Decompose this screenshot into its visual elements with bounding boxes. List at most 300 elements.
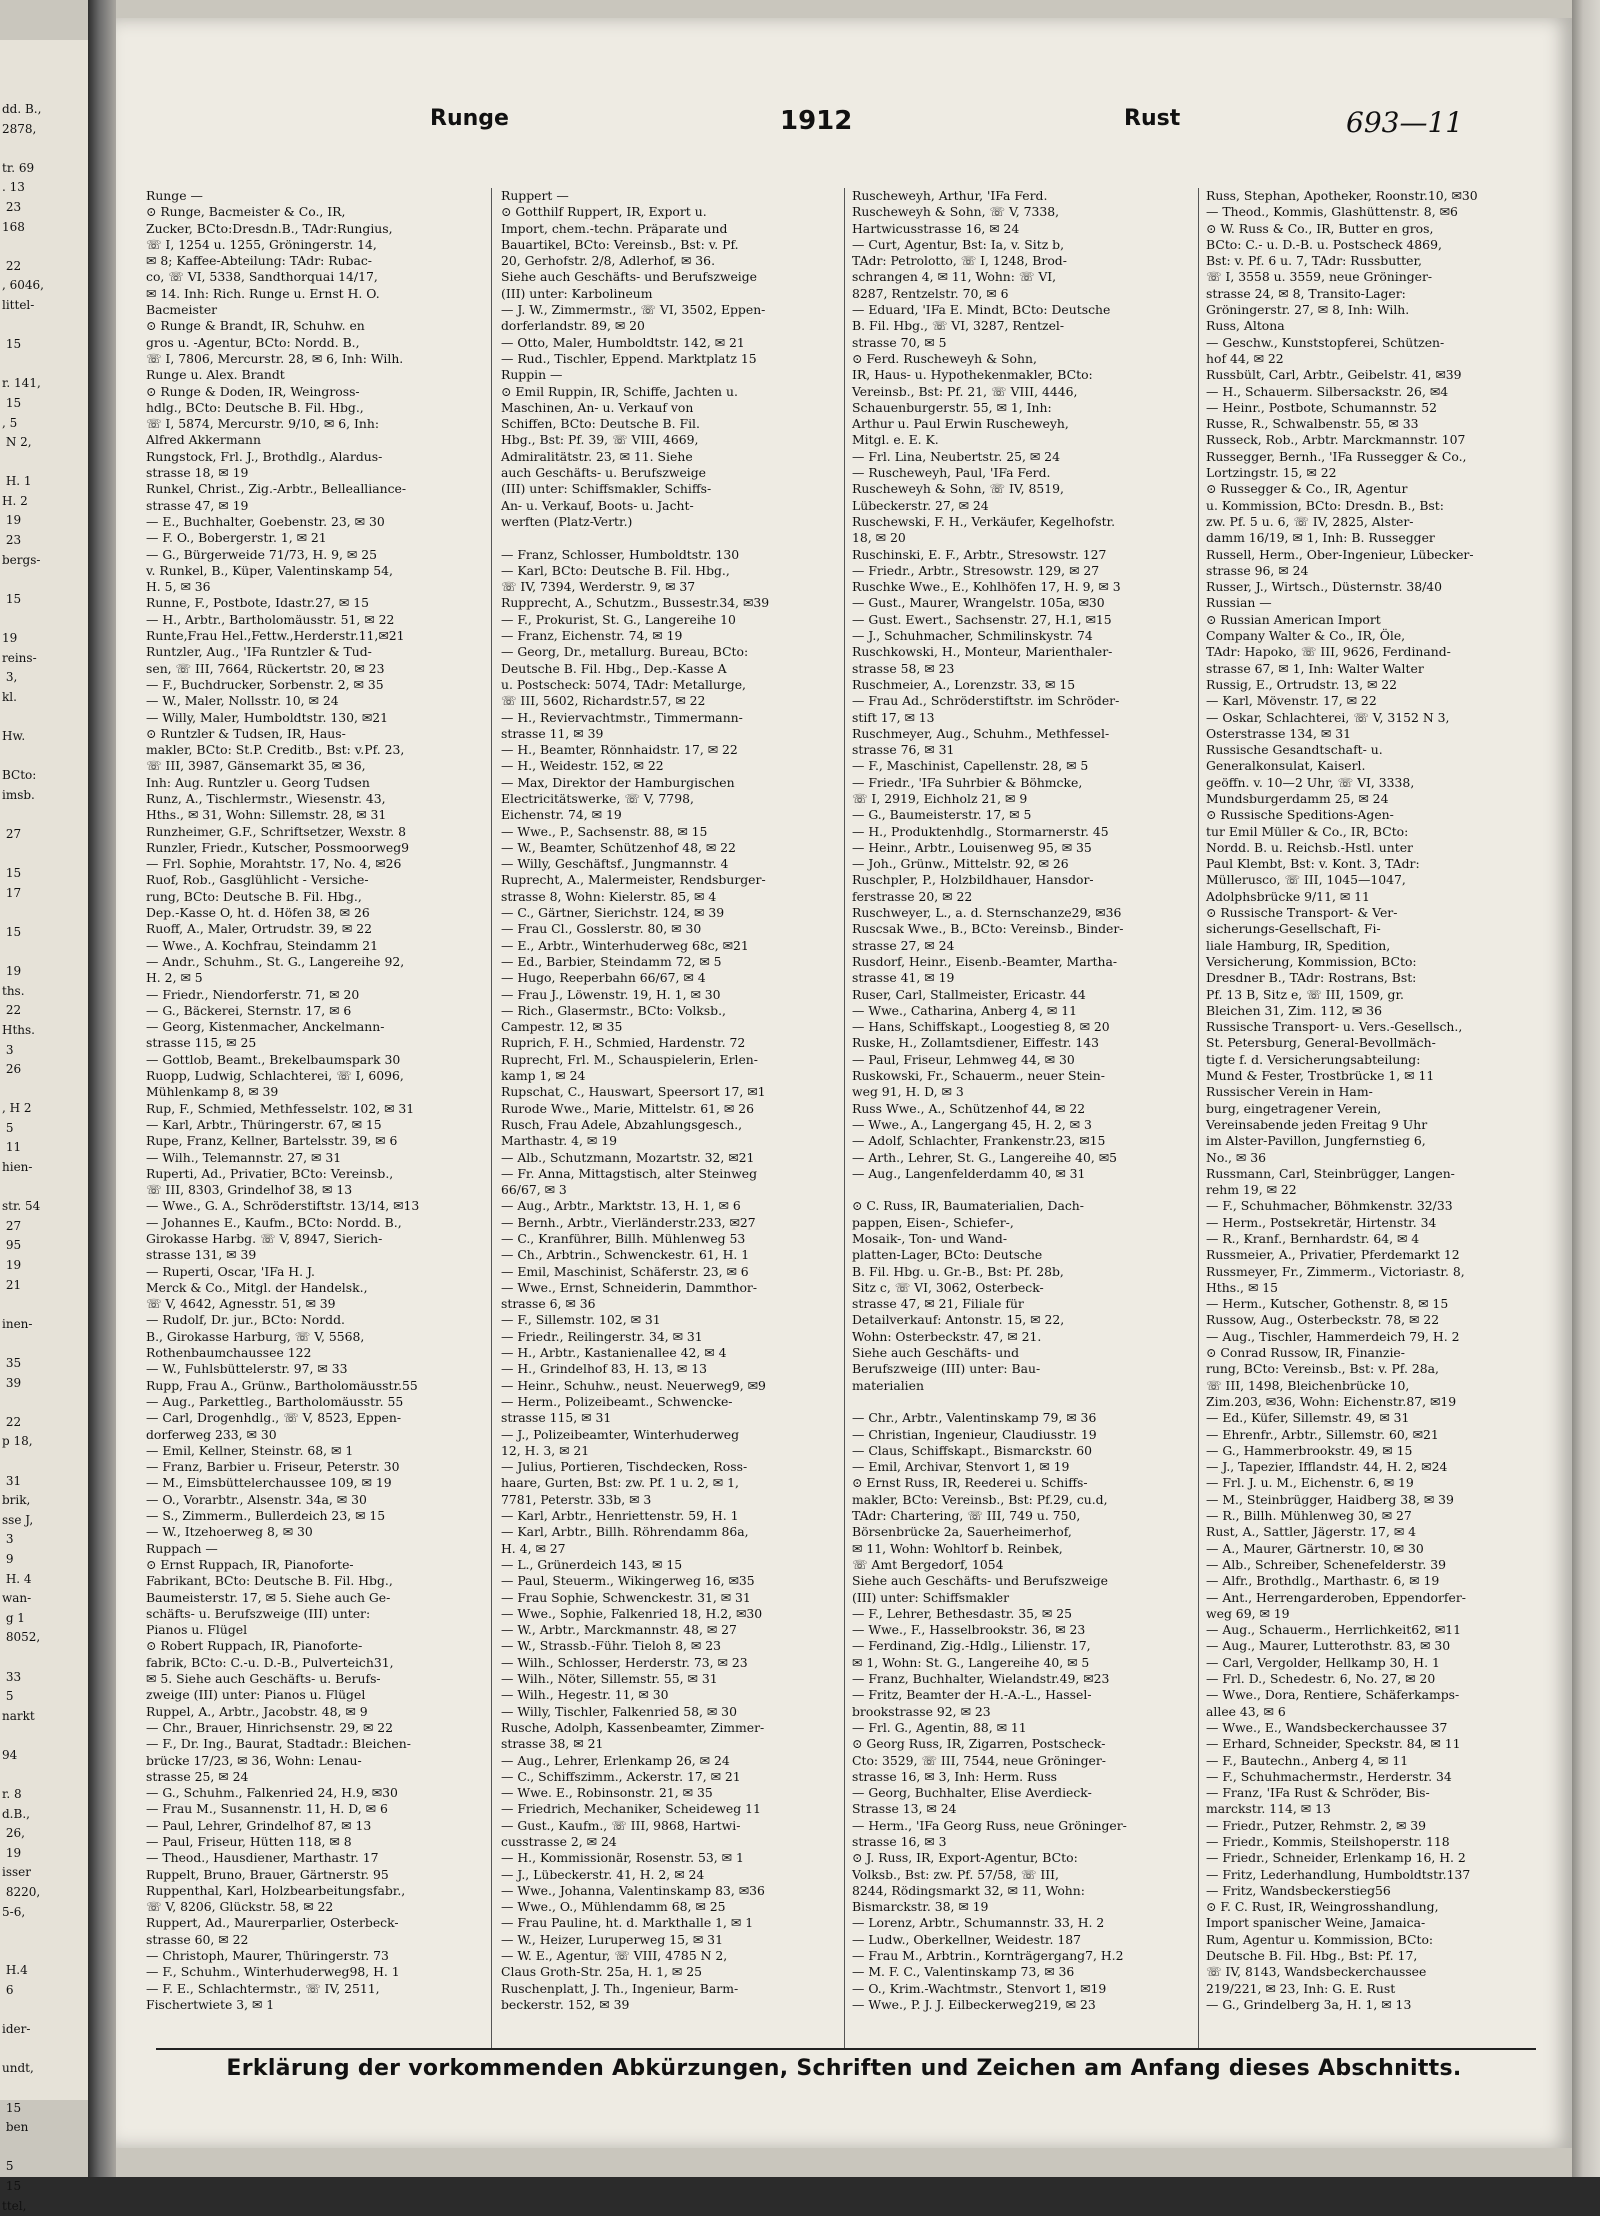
directory-entry-line: Rusch, Frau Adele, Abzahlungsgesch., [501, 1116, 743, 1132]
directory-entry-line: — Aug., Tischler, Hammerdeich 79, H. 2 [1206, 1328, 1460, 1344]
directory-entry-line: Ruppenthal, Karl, Holzbearbeitungsfabr., [146, 1882, 406, 1898]
directory-entry-line: — Wilh., Hegestr. 11, ✉ 30 [501, 1687, 669, 1703]
directory-entry-line: strasse 16, ✉ 3, Inh: Herm. Russ [852, 1768, 1058, 1784]
directory-entry-line: — H., Beamter, Rönnhaidstr. 17, ✉ 22 [501, 742, 738, 758]
directory-entry-line: — Friedr., Putzer, Rehmstr. 2, ✉ 39 [1206, 1817, 1427, 1833]
directory-entry-line: dorferlandstr. 89, ✉ 20 [501, 318, 645, 334]
directory-entry-line: — Wwe., Johanna, Valentinskamp 83, ✉36 [501, 1882, 765, 1898]
directory-entry-line: — F., Schuhmacher, Böhmkenstr. 32/33 [1206, 1198, 1453, 1214]
directory-entry-line: Ruske, H., Zollamtsdiener, Eiffestr. 143 [852, 1035, 1100, 1051]
directory-entry-line: burg, eingetragener Verein, [1206, 1100, 1382, 1116]
directory-entry-line: — W. E., Agentur, ☏ VIII, 4785 N 2, [501, 1948, 728, 1964]
directory-entry-line: ⊙ C. Russ, IR, Baumaterialien, Dach- [852, 1198, 1084, 1214]
directory-entry-line: rung, BCto: Vereinsb., Bst: v. Pf. 28a, [1206, 1361, 1439, 1377]
directory-entry-line: — A., Maurer, Gärtnerstr. 10, ✉ 30 [1206, 1540, 1424, 1556]
directory-entry-line: schrangen 4, ✉ 11, Wohn: ☏ VI, [852, 269, 1057, 285]
directory-entry-line: Ruppert — [501, 188, 569, 203]
directory-entry-line: ✉ 14. Inh: Rich. Runge u. Ernst H. O. [146, 285, 380, 301]
directory-entry-line: — Friedr., Arbtr., Stresowstr. 129, ✉ 27 [852, 562, 1100, 578]
directory-entry-line: liale Hamburg, IR, Spedition, [1206, 937, 1391, 953]
directory-entry-line: Pf. 13 B, Sitz e, ☏ III, 1509, gr. [1206, 986, 1404, 1002]
directory-entry-line: Rusdorf, Heinr., Eisenb.-Beamter, Martha- [852, 953, 1118, 969]
directory-entry-line: dorferweg 233, ✉ 30 [146, 1426, 277, 1442]
directory-entry-line: strasse 6, ✉ 36 [501, 1296, 596, 1312]
directory-entry-line: — Friedr., Kommis, Steilshoperstr. 118 [1206, 1833, 1450, 1849]
directory-entry-line: — Franz, Buchhalter, Wielandstr.49, ✉23 [852, 1671, 1110, 1687]
directory-entry-line: — Curt, Agentur, Bst: Ia, v. Sitz b, [852, 236, 1065, 252]
directory-entry-line: — Frau Ad., Schröderstiftstr. im Schröder- [852, 693, 1120, 709]
directory-entry-line: strasse 38, ✉ 21 [501, 1736, 604, 1752]
directory-entry-line: strasse 47, ✉ 19 [146, 497, 249, 513]
directory-entry-line: strasse 67, ✉ 1, Inh: Walter Walter [1206, 660, 1424, 676]
directory-entry-line: — Karl, BCto: Deutsche B. Fil. Hbg., [501, 562, 730, 578]
directory-entry-line: tur Emil Müller & Co., IR, BCto: [1206, 823, 1409, 839]
directory-entry-line: Rothenbaumchaussee 122 [146, 1345, 312, 1361]
directory-entry-line [852, 1182, 1187, 1198]
column-3 [852, 188, 1187, 2053]
directory-entry-line: An- u. Verkauf, Boots- u. Jacht- [501, 497, 694, 513]
directory-entry-line: Ruser, Carl, Stallmeister, Ericastr. 44 [852, 986, 1086, 1002]
directory-entry-line: Merck & Co., Mitgl. der Handelsk., [146, 1279, 368, 1295]
directory-entry-line: Ruschpler, P., Holzbildhauer, Hansdor- [852, 872, 1094, 888]
directory-entry-line: Rurode Wwe., Marie, Mittelstr. 61, ✉ 26 [501, 1100, 754, 1116]
directory-entry-line: — Wwe., Dora, Rentiere, Schäferkamps- [1206, 1687, 1460, 1703]
directory-entry-line: brücke 17/23, ✉ 36, Wohn: Lenau- [146, 1752, 362, 1768]
directory-entry-line: — Paul, Friseur, Hütten 118, ✉ 8 [146, 1833, 352, 1849]
directory-entry-line: — Wwe., A. Kochfrau, Steindamm 21 [146, 937, 378, 953]
directory-entry-line: — Frl. Sophie, Morahtstr. 17, No. 4, ✉26 [146, 856, 402, 872]
directory-entry-line: Rupschat, C., Hauswart, Speersort 17, ✉1 [501, 1084, 766, 1100]
directory-entry-line: geöffn. v. 10—2 Uhr, ☏ VI, 3338, [1206, 774, 1415, 790]
directory-entry-line: — F., Prokurist, St. G., Langereihe 10 [501, 611, 736, 627]
column-1 [146, 188, 481, 2053]
directory-entry-line: — Max, Direktor der Hamburgischen [501, 774, 735, 790]
directory-entry-line: TAdr: Hapoko, ☏ III, 9626, Ferdinand- [1206, 644, 1451, 660]
directory-entry-line: ⊙ Georg Russ, IR, Zigarren, Postscheck- [852, 1736, 1106, 1752]
directory-entry-line: Inh: Aug. Runtzler u. Georg Tudsen [146, 774, 370, 790]
directory-entry-line: — H., Reviervachtmstr., Timmermann- [501, 709, 743, 725]
directory-entry-line: IR, Haus- u. Hypothekenmakler, BCto: [852, 367, 1093, 383]
directory-entry-line: — Frl. Lina, Neubertstr. 25, ✉ 24 [852, 448, 1060, 464]
directory-entry-line: Zim.203, ✉36, Wohn: Eichenstr.87, ✉19 [1206, 1393, 1457, 1409]
directory-entry-line: — Wilh., Telemannstr. 27, ✉ 31 [146, 1149, 342, 1165]
directory-entry-line: ☏ IV, 8143, Wandsbeckerchaussee [1206, 1964, 1427, 1980]
directory-entry-line: Rupe, Franz, Kellner, Bartelsstr. 39, ✉ 6 [146, 1133, 398, 1149]
directory-entry-line: weg 69, ✉ 19 [1206, 1605, 1290, 1621]
directory-entry-line: — Aug., Parkettleg., Bartholomäusstr. 55 [146, 1393, 404, 1409]
directory-entry-line: — S., Zimmerm., Bullerdeich 23, ✉ 15 [146, 1508, 386, 1524]
directory-entry-line: — Friedr., 'IFa Suhrbier & Böhmcke, [852, 774, 1083, 790]
directory-entry-line: — Wwe., P., Sachsenstr. 88, ✉ 15 [501, 823, 708, 839]
directory-entry-line: — O., Vorarbtr., Alsenstr. 34a, ✉ 30 [146, 1491, 367, 1507]
directory-entry-line: ✉ 1, Wohn: St. G., Langereihe 40, ✉ 5 [852, 1654, 1090, 1670]
directory-entry-line: — Emil, Archivar, Stenvort 1, ✉ 19 [852, 1459, 1070, 1475]
directory-entry-line: — Gust., Kaufm., ☏ III, 9868, Hartwi- [501, 1817, 741, 1833]
directory-entry-line: Marthastr. 4, ✉ 19 [501, 1133, 617, 1149]
directory-entry-line: TAdr: Chartering, ☏ III, 749 u. 750, [852, 1508, 1081, 1524]
directory-entry-line: Ruoff, A., Maler, Ortrudstr. 39, ✉ 22 [146, 921, 372, 937]
directory-entry-line: 66/67, ✉ 3 [501, 1182, 567, 1198]
directory-entry-line: — Wwe., Sophie, Falkenried 18, H.2, ✉30 [501, 1605, 763, 1621]
directory-entry-line: — Ludw., Oberkellner, Weidestr. 187 [852, 1931, 1081, 1947]
directory-entry-line: Mühlenkamp 8, ✉ 39 [146, 1084, 279, 1100]
directory-entry-line: — Aug., Lehrer, Erlenkamp 26, ✉ 24 [501, 1752, 730, 1768]
directory-entry-line: No., ✉ 36 [1206, 1149, 1266, 1165]
directory-entry-line: werften (Platz-Vertr.) [501, 513, 633, 529]
directory-entry-line: — Gottlob, Beamt., Brekelbaumspark 30 [146, 1051, 401, 1067]
directory-entry-line: ☏ I, 1254 u. 1255, Gröningerstr. 14, [146, 236, 377, 252]
directory-entry-line: Cto: 3529, ☏ III, 7544, neue Gröninger- [852, 1752, 1106, 1768]
directory-entry-line: — W., Strassb.-Führ. Tieloh 8, ✉ 23 [501, 1638, 722, 1654]
directory-entry-line: Rupprecht, A., Schutzm., Bussestr.34, ✉39 [501, 595, 770, 611]
page-stack-edge [1572, 0, 1600, 2177]
directory-entry-line: — Aug., Arbtr., Marktstr. 13, H. 1, ✉ 6 [501, 1198, 741, 1214]
directory-entry-line: 20, Gerhofstr. 2/8, Adlerhof, ✉ 36. [501, 253, 716, 269]
directory-entry-line: strasse 24, ✉ 8, Transito-Lager: [1206, 285, 1406, 301]
directory-entry-line: beckerstr. 152, ✉ 39 [501, 1996, 630, 2012]
directory-entry-line: Detailverkauf: Antonstr. 15, ✉ 22, [852, 1312, 1065, 1328]
directory-entry-line: — G., Schuhm., Falkenried 24, H.9, ✉30 [146, 1785, 398, 1801]
directory-entry-line: — Georg, Kistenmacher, Anckelmann- [146, 1019, 385, 1035]
directory-entry-line: ✉ 11, Wohn: Wohltorf b. Reinbek, [852, 1540, 1063, 1556]
directory-entry-line: Russische Gesandtschaft- u. [1206, 742, 1383, 758]
directory-entry-line: — Fritz, Lederhandlung, Humboldtstr.137 [1206, 1866, 1471, 1882]
directory-entry-line: — Herm., Polizeibeamt., Schwencke- [501, 1393, 733, 1409]
directory-entry-line: 8287, Rentzelstr. 70, ✉ 6 [852, 285, 1009, 301]
directory-entry-line: — Friedr., Reilingerstr. 34, ✉ 31 [501, 1328, 703, 1344]
directory-entry-line: Russ, Altona [1206, 318, 1285, 334]
directory-entry-line: ⊙ Runge, Bacmeister & Co., IR, [146, 204, 346, 220]
directory-entry-line: Ruscheweyh & Sohn, ☏ V, 7338, [852, 204, 1060, 220]
directory-entry-line: Fabrikant, BCto: Deutsche B. Fil. Hbg., [146, 1573, 393, 1589]
directory-entry-line: Mund & Fester, Trostbrücke 1, ✉ 11 [1206, 1068, 1435, 1084]
directory-entry-line: B., Girokasse Harburg, ☏ V, 5568, [146, 1328, 365, 1344]
directory-entry-line: Fischertwiete 3, ✉ 1 [146, 1996, 275, 2012]
directory-entry-line: Siehe auch Geschäfts- und Berufszweige [852, 1573, 1109, 1589]
directory-entry-line: — Chr., Arbtr., Valentinskamp 79, ✉ 36 [852, 1410, 1097, 1426]
footer-rule [156, 2048, 1536, 2050]
directory-entry-line: — Willy, Geschäftsf., Jungmannstr. 4 [501, 856, 729, 872]
directory-entry-line: ⊙ Conrad Russow, IR, Finanzie- [1206, 1345, 1405, 1361]
directory-entry-line: Strasse 13, ✉ 24 [852, 1801, 957, 1817]
directory-entry-line: — Joh., Grünw., Mittelstr. 92, ✉ 26 [852, 856, 1069, 872]
directory-entry-line: — Fr. Anna, Mittagstisch, alter Steinweg [501, 1165, 758, 1181]
directory-entry-line: Schauenburgerstr. 55, ✉ 1, Inh: [852, 399, 1052, 415]
directory-entry-line: — Frau Pauline, ht. d. Markthalle 1, ✉ 1 [501, 1915, 754, 1931]
directory-entry-line: — Rud., Tischler, Eppend. Marktplatz 15 [501, 350, 757, 366]
directory-entry-line: Ruperti, Ad., Privatier, BCto: Vereinsb., [146, 1165, 394, 1181]
directory-entry-line: ☏ Amt Bergedorf, 1054 [852, 1556, 1004, 1572]
directory-entry-line: — H., Grindelhof 83, H. 13, ✉ 13 [501, 1361, 707, 1377]
directory-entry-line: gros u. -Agentur, BCto: Nordd. B., [146, 334, 360, 350]
directory-entry-line: — Heinr., Postbote, Schumannstr. 52 [1206, 399, 1438, 415]
directory-entry-line: Electricitätswerke, ☏ V, 7798, [501, 790, 694, 806]
directory-entry-line: hdlg., BCto: Deutsche B. Fil. Hbg., [146, 399, 364, 415]
directory-entry-line: — Friedr., Schneider, Erlenkamp 16, H. 2 [1206, 1850, 1466, 1866]
directory-entry-line: strasse 76, ✉ 31 [852, 742, 955, 758]
directory-entry-line: — J. W., Zimmermstr., ☏ VI, 3502, Eppen- [501, 302, 766, 318]
directory-entry-line: strasse 96, ✉ 24 [1206, 562, 1309, 578]
directory-entry-line: Russer, J., Wirtsch., Düsternstr. 38/40 [1206, 579, 1443, 595]
directory-entry-line: zw. Pf. 5 u. 6, ☏ IV, 2825, Alster- [1206, 513, 1414, 529]
directory-entry-line: — J., Polizeibeamter, Winterhuderweg [501, 1426, 740, 1442]
directory-entry-line: — F., Maschinist, Capellenstr. 28, ✉ 5 [852, 758, 1089, 774]
directory-entry-line: — Fritz, Beamter der H.-A.-L., Hassel- [852, 1687, 1092, 1703]
directory-entry-line: — Herm., Kutscher, Gothenstr. 8, ✉ 15 [1206, 1296, 1449, 1312]
directory-entry-line: Runge — [146, 188, 203, 203]
directory-entry-line: strasse 115, ✉ 31 [501, 1410, 612, 1426]
page-header [116, 106, 1572, 146]
directory-entry-line: — C., Gärtner, Sierichstr. 124, ✉ 39 [501, 905, 725, 921]
directory-entry-line: ☏ III, 1498, Bleichenbrücke 10, [1206, 1377, 1410, 1393]
directory-entry-line: — Friedr., Niendorferstr. 71, ✉ 20 [146, 986, 360, 1002]
directory-entry-line: Ruopp, Ludwig, Schlachterei, ☏ I, 6096, [146, 1068, 404, 1084]
directory-entry-line: — Gust. Ewert., Sachsenstr. 27, H.1, ✉15 [852, 611, 1112, 627]
directory-entry-line: Ruscheweyh, Arthur, 'IFa Ferd. [852, 188, 1048, 203]
directory-entry-line: Volksb., Bst: zw. Pf. 57/58, ☏ III, [852, 1866, 1059, 1882]
directory-entry-line: pappen, Eisen-, Schiefer-, [852, 1214, 1014, 1230]
directory-entry-line: 7781, Peterstr. 33b, ✉ 3 [501, 1491, 652, 1507]
directory-entry-line: Siehe auch Geschäfts- und [852, 1345, 1020, 1361]
directory-entry-line: — Wwe. E., Robinsonstr. 21, ✉ 35 [501, 1785, 713, 1801]
directory-entry-line: strasse 115, ✉ 25 [146, 1035, 257, 1051]
directory-entry-line: — Fritz, Wandsbeckerstieg56 [1206, 1882, 1391, 1898]
directory-entry-line: Russeck, Rob., Arbtr. Marckmannstr. 107 [1206, 432, 1466, 448]
directory-entry-line: Gröningerstr. 27, ✉ 8, Inh: Wilh. [1206, 302, 1410, 318]
directory-entry-line: — Heinr., Arbtr., Louisenweg 95, ✉ 35 [852, 839, 1092, 855]
directory-entry-line: — W., Fuhlsbüttelerstr. 97, ✉ 33 [146, 1361, 348, 1377]
column-divider [1198, 188, 1199, 2048]
directory-entry-line: Girokasse Harbg. ☏ V, 8947, Sierich- [146, 1231, 383, 1246]
directory-entry-line: — J., Tapezier, Ifflandstr. 44, H. 2, ✉24 [1206, 1459, 1448, 1475]
directory-entry-line: — Chr., Brauer, Hinrichsenstr. 29, ✉ 22 [146, 1719, 394, 1735]
directory-entry-line: — F., Bautechn., Anberg 4, ✉ 11 [1206, 1752, 1409, 1768]
directory-entry-line: — F. O., Bobergerstr. 1, ✉ 21 [146, 530, 327, 546]
directory-entry-line: 12, H. 3, ✉ 21 [501, 1442, 590, 1458]
directory-entry-line: — Oskar, Schlachterei, ☏ V, 3152 N 3, [1206, 709, 1450, 725]
directory-entry-line: — Friedrich, Mechaniker, Scheideweg 11 [501, 1801, 761, 1817]
directory-entry-line: marckstr. 114, ✉ 13 [1206, 1801, 1331, 1817]
directory-entry-line: ⊙ Ferd. Ruscheweyh & Sohn, [852, 350, 1037, 366]
directory-entry-line: Börsenbrücke 2a, Sauerheimerhof, [852, 1524, 1072, 1540]
directory-entry-line: — Hugo, Reeperbahn 66/67, ✉ 4 [501, 970, 706, 986]
directory-entry-line: ⊙ Emil Ruppin, IR, Schiffe, Jachten u. [501, 383, 738, 399]
directory-entry-line: Mosaik-, Ton- und Wand- [852, 1231, 1008, 1246]
directory-entry-line: ☏ III, 5602, Richardstr.57, ✉ 22 [501, 693, 706, 709]
directory-entry-line: Ruppel, A., Arbtr., Jacobstr. 48, ✉ 9 [146, 1703, 368, 1719]
directory-entry-line: Zucker, BCto:Dresdn.B., TAdr:Rungius, [146, 220, 393, 236]
directory-entry-line: Runzler, Friedr., Kutscher, Possmoorweg9 [146, 839, 410, 855]
directory-entry-line: — Willy, Maler, Humboldtstr. 130, ✉21 [146, 709, 389, 725]
directory-entry-line: kamp 1, ✉ 24 [501, 1068, 586, 1084]
directory-entry-line: — Wwe., F., Hasselbrookstr. 36, ✉ 23 [852, 1622, 1086, 1638]
column-4 [1206, 188, 1541, 2053]
directory-entry-line: BCto: C.- u. D.-B. u. Postscheck 4869, [1206, 236, 1442, 252]
directory-entry-line: ⊙ Russische Speditions-Agen- [1206, 807, 1394, 823]
directory-entry-line: — O., Krim.-Wachtmstr., Stenvort 1, ✉19 [852, 1980, 1107, 1996]
directory-entry-line: — Wwe., E., Wandsbeckerchaussee 37 [1206, 1719, 1448, 1735]
directory-entry-line: hof 44, ✉ 22 [1206, 350, 1284, 366]
directory-entry-line: — Emil, Maschinist, Schäferstr. 23, ✉ 6 [501, 1263, 749, 1279]
directory-entry-line: strasse 131, ✉ 39 [146, 1247, 257, 1263]
directory-entry-line: — Johannes E., Kaufm., BCto: Nordd. B., [146, 1214, 402, 1230]
directory-entry-line: ⊙ Gotthilf Ruppert, IR, Export u. [501, 204, 707, 220]
directory-entry-line: — M., Steinbrügger, Haidberg 38, ✉ 39 [1206, 1491, 1454, 1507]
directory-entry-line: — C., Schiffszimm., Ackerstr. 17, ✉ 21 [501, 1768, 741, 1784]
directory-entry-line: Baumeisterstr. 17, ✉ 5. Siehe auch Ge- [146, 1589, 391, 1605]
directory-entry-line: — Julius, Portieren, Tischdecken, Ross- [501, 1459, 748, 1475]
directory-entry-line: — Karl, Arbtr., Henriettenstr. 59, H. 1 [501, 1508, 739, 1524]
directory-entry-line: weg 91, H. D, ✉ 3 [852, 1084, 964, 1100]
directory-entry-line: Bismarckstr. 38, ✉ 19 [852, 1899, 989, 1915]
directory-entry-line: — G., Bäckerei, Sternstr. 17, ✉ 6 [146, 1002, 352, 1018]
directory-entry-line: Paul Klembt, Bst: v. Kont. 3, TAdr: [1206, 856, 1420, 872]
directory-entry-line: Company Walter & Co., IR, Öle, [1206, 628, 1406, 644]
directory-entry-line: ☏ I, 7806, Mercurstr. 28, ✉ 6, Inh: Wilh. [146, 350, 404, 366]
directory-entry-line: — Theod., Hausdiener, Marthastr. 17 [146, 1850, 379, 1866]
directory-entry-line: fabrik, BCto: C.-u. D.-B., Pulverteich31, [146, 1654, 394, 1670]
directory-entry-line: ☏ V, 8206, Glückstr. 58, ✉ 22 [146, 1899, 334, 1915]
directory-entry-line: ferstrasse 20, ✉ 22 [852, 888, 973, 904]
directory-entry-line: — G., Baumeisterstr. 17, ✉ 5 [852, 807, 1032, 823]
directory-entry-line: ☏ III, 8303, Grindelhof 38, ✉ 13 [146, 1182, 353, 1198]
directory-entry-line: Campestr. 12, ✉ 35 [501, 1019, 623, 1035]
directory-entry-line: Lübeckerstr. 27, ✉ 24 [852, 497, 989, 513]
directory-entry-line: Ruof, Rob., Gasglühlicht - Versiche- [146, 872, 369, 888]
directory-entry-line: (III) unter: Karbolineum [501, 285, 653, 301]
directory-entry-line: Schiffen, BCto: Deutsche B. Fil. [501, 416, 700, 432]
directory-page [116, 18, 1572, 2148]
directory-entry-line: Ruschinski, E. F., Arbtr., Stresowstr. 127 [852, 546, 1107, 562]
directory-entry-line: makler, BCto: St.P. Creditb., Bst: v.Pf. 23, [146, 742, 405, 758]
directory-entry-line: Ruschmeyer, Aug., Schuhm., Methfessel- [852, 725, 1110, 741]
directory-entry-line: schäfts- u. Berufszweige (III) unter: [146, 1605, 371, 1621]
directory-entry-line: Rungstock, Frl. J., Brothdlg., Alardus- [146, 448, 383, 464]
directory-entry-line: H. 4, ✉ 27 [501, 1540, 566, 1556]
directory-entry-line: — Claus, Schiffskapt., Bismarckstr. 60 [852, 1442, 1093, 1458]
directory-entry-line: — F., Lehrer, Bethesdastr. 35, ✉ 25 [852, 1605, 1072, 1621]
directory-entry-line: strasse 16, ✉ 3 [852, 1833, 947, 1849]
directory-entry-line: Russe, R., Schwalbenstr. 55, ✉ 33 [1206, 416, 1419, 432]
directory-entry-line: ☏ V, 4642, Agnesstr. 51, ✉ 39 [146, 1296, 336, 1312]
directory-entry-line: — R., Kranf., Bernhardstr. 64, ✉ 4 [1206, 1231, 1420, 1246]
directory-entry-line: Bauartikel, BCto: Vereinsb., Bst: v. Pf. [501, 236, 739, 252]
directory-entry-line: Alfred Akkermann [146, 432, 261, 448]
directory-entry-line: co, ☏ VI, 5338, Sandthorquai 14/17, [146, 269, 378, 285]
directory-entry-line: H. 2, ✉ 5 [146, 970, 203, 986]
directory-entry-line: ⊙ Runtzler & Tudsen, IR, Haus- [146, 725, 346, 741]
directory-entry-line: — Paul, Steuerm., Wikingerweg 16, ✉35 [501, 1573, 755, 1589]
directory-entry-line: Bst: v. Pf. 6 u. 7, TAdr: Russbutter, [1206, 253, 1422, 269]
directory-entry-line: stift 17, ✉ 13 [852, 709, 935, 725]
directory-entry-line: Ruppelt, Bruno, Brauer, Gärtnerstr. 95 [146, 1866, 389, 1882]
directory-entry-line: — Georg, Buchhalter, Elise Averdieck- [852, 1785, 1092, 1801]
directory-entry-line: — J., Lübeckerstr. 41, H. 2, ✉ 24 [501, 1866, 705, 1882]
directory-entry-line: Dresdner B., TAdr: Rostrans, Bst: [1206, 970, 1417, 986]
directory-entry-line: — W., Beamter, Schützenhof 48, ✉ 22 [501, 839, 736, 855]
directory-entry-line: v. Runkel, B., Küper, Valentinskamp 54, [146, 562, 393, 578]
directory-entry-line: Lortzingstr. 15, ✉ 22 [1206, 465, 1337, 481]
directory-entry-line: sicherungs-Gesellschaft, Fi- [1206, 921, 1381, 937]
directory-entry-line: St. Petersburg, General-Bevollmäch- [1206, 1035, 1436, 1051]
directory-entry-line: — Eduard, 'IFa E. Mindt, BCto: Deutsche [852, 302, 1111, 318]
directory-entry-line: — Aug., Langenfelderdamm 40, ✉ 31 [852, 1165, 1086, 1181]
directory-entry-line: Russmeier, A., Privatier, Pferdemarkt 12 [1206, 1247, 1460, 1263]
directory-entry-line: Russow, Aug., Osterbeckstr. 78, ✉ 22 [1206, 1312, 1440, 1328]
directory-entry-line: — Herm., 'IFa Georg Russ, neue Gröninger- [852, 1817, 1127, 1833]
directory-entry-line: — Gust., Maurer, Wrangelstr. 105a, ✉30 [852, 595, 1105, 611]
directory-entry-line: — Ch., Arbtrin., Schwenckestr. 61, H. 1 [501, 1247, 750, 1263]
footer-note: Erklärung der vorkommenden Abkürzungen, Schriften und Zeichen am Anfang dieses Abschnitts. [226, 2056, 1462, 2081]
directory-entry-line: — Wwe., G. A., Schröderstiftstr. 13/14, ✉13 [146, 1198, 420, 1214]
directory-entry-line: Admiralitätstr. 23, ✉ 11. Siehe [501, 448, 693, 464]
directory-entry-line: u. Postscheck: 5074, TAdr: Metallurge, [501, 676, 746, 692]
directory-entry-line: ⊙ Russische Transport- & Ver- [1206, 905, 1398, 921]
directory-entry-line: — C., Kranführer, Billh. Mühlenweg 53 [501, 1231, 746, 1246]
directory-entry-line: — Frau M., Arbtrin., Kornträgergang7, H.2 [852, 1948, 1124, 1964]
directory-entry-line: Ruschmeier, A., Lorenzstr. 33, ✉ 15 [852, 676, 1076, 692]
page-number: 693—11 [1346, 106, 1464, 139]
header-year: 1912 [780, 106, 853, 136]
directory-entry-line: Bleichen 31, Zim. 112, ✉ 36 [1206, 1002, 1382, 1018]
directory-entry-line: — E., Buchhalter, Goebenstr. 23, ✉ 30 [146, 513, 385, 529]
directory-entry-line: Adolphsbrücke 9/11, ✉ 11 [1206, 888, 1370, 904]
directory-entry-line: strasse 41, ✉ 19 [852, 970, 955, 986]
directory-entry-line: materialien [852, 1377, 924, 1393]
directory-entry-line: strasse 47, ✉ 21, Filiale für [852, 1296, 1024, 1312]
column-2 [501, 188, 836, 2053]
directory-entry-line: Maschinen, An- u. Verkauf von [501, 399, 694, 415]
directory-entry-line: ⊙ J. Russ, IR, Export-Agentur, BCto: [852, 1850, 1078, 1866]
directory-entry-line: — W., Arbtr., Marckmannstr. 48, ✉ 27 [501, 1622, 737, 1638]
directory-entry-line: Ruppin — [501, 367, 563, 383]
directory-entry-line: — W., Itzehoerweg 8, ✉ 30 [146, 1524, 313, 1540]
directory-entry-line: — Rich., Glasermstr., BCto: Volksb., [501, 1002, 726, 1018]
directory-entry-line: — Herm., Postsekretär, Hirtenstr. 34 [1206, 1214, 1437, 1230]
directory-entry-line: strasse 60, ✉ 22 [146, 1931, 249, 1947]
directory-entry-line: — Lorenz, Arbtr., Schumannstr. 33, H. 2 [852, 1915, 1105, 1931]
header-left-keyword: Runge [430, 106, 509, 131]
directory-entry-line: — H., Schauerm. Silbersackstr. 26, ✉4 [1206, 383, 1449, 399]
directory-entry-line: Runne, F., Postbote, Idastr.27, ✉ 15 [146, 595, 369, 611]
directory-entry-line: ⊙ W. Russ & Co., IR, Butter en gros, [1206, 220, 1434, 236]
directory-entry-line: u. Kommission, BCto: Dresdn. B., Bst: [1206, 497, 1444, 513]
directory-entry-line: — J., Schuhmacher, Schmilinskystr. 74 [852, 628, 1093, 644]
directory-entry-line: Hartwicusstrasse 16, ✉ 24 [852, 220, 1020, 236]
directory-entry-line: — Karl, Mövenstr. 17, ✉ 22 [1206, 693, 1377, 709]
directory-entry-line: strasse 70, ✉ 5 [852, 334, 947, 350]
directory-entry-line: Ruprecht, A., Malermeister, Rendsburger- [501, 872, 766, 888]
directory-entry-line: — W., Heizer, Luruperweg 15, ✉ 31 [501, 1931, 723, 1947]
directory-entry-line: platten-Lager, BCto: Deutsche [852, 1247, 1043, 1263]
directory-entry-line: Ruschweyer, L., a. d. Sternschanze29, ✉36 [852, 905, 1122, 921]
directory-entry-line: Wohn: Osterbeckstr. 47, ✉ 21. [852, 1328, 1042, 1344]
directory-entry-line: Russ, Stephan, Apotheker, Roonstr.10, ✉30 [1206, 188, 1478, 203]
directory-entry-line: Müllerusco, ☏ III, 1045—1047, [1206, 872, 1406, 888]
directory-entry-line: — Wwe., A., Langergang 45, H. 2, ✉ 3 [852, 1116, 1092, 1132]
directory-entry-line: ⊙ Ernst Russ, IR, Reederei u. Schiffs- [852, 1475, 1088, 1491]
directory-entry-line: — R., Billh. Mühlenweg 30, ✉ 27 [1206, 1508, 1412, 1524]
directory-entry-line: — Frau Sophie, Schwenckestr. 31, ✉ 31 [501, 1589, 751, 1605]
book-gutter [88, 0, 116, 2177]
directory-entry-line: — H., Arbtr., Kastanienallee 42, ✉ 4 [501, 1345, 727, 1361]
directory-entry-line: Nordd. B. u. Reichsb.-Hstl. unter [1206, 839, 1413, 855]
directory-entry-line: — Geschw., Kunststopferei, Schützen- [1206, 334, 1445, 350]
directory-entry-line: Siehe auch Geschäfts- und Berufszweige [501, 269, 758, 285]
directory-entry-line: — Rudolf, Dr. jur., BCto: Nordd. [146, 1312, 345, 1328]
directory-entry-line: Russischer Verein in Ham- [1206, 1084, 1373, 1100]
directory-entry-line: tigte f. d. Versicherungsabteilung: [1206, 1051, 1421, 1067]
